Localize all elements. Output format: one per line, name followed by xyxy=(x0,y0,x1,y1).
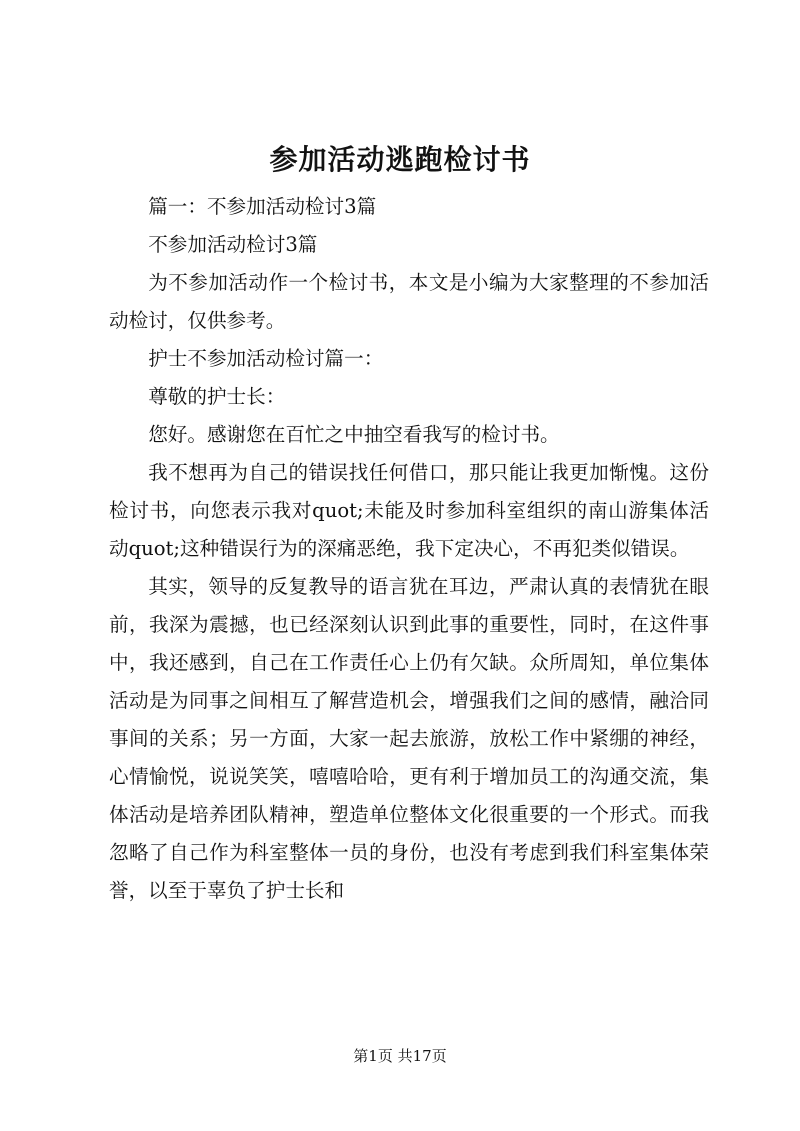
paragraph: 篇一：不参加活动检讨3篇 xyxy=(148,195,377,218)
paragraph: 我不想再为自己的错误找任何借口，那只能让我更加惭愧。这份检讨书，向您表示我对quot;未能及时参加科室组织的南山游集体活动quot;这种错误行为的深痛恶绝，我下定决心，不再犯类似错误。 xyxy=(109,461,709,560)
paragraph: 不参加活动检讨3篇 xyxy=(148,233,318,256)
paragraph: 其实，领导的反复教导的语言犹在耳边，严肃认真的表情犹在眼前，我深为震撼，也已经深刻认识到此事的重要性，同时，在这件事中，我还感到，自己在工作责任心上仍有欠缺。众所周知，单位集体活动是为同事之间相互了解营造机会，增强我们之间的感情，融洽同事间的关系；另一方面，大家一起去旅游，放松工作中紧绷的神经，心情愉悦，说说笑笑，嘻嘻哈哈，更有利于增加员工的沟通交流，集体活动是培养团队精神，塑造单位整体文化很重要的一个形式。而我忽略了自己作为科室整体一员的身份，也没有考虑到我们科室集体荣誉，以至于辜负了护士长和 xyxy=(109,575,709,902)
paragraph: 为不参加活动作一个检讨书，本文是小编为大家整理的不参加活动检讨，仅供参考。 xyxy=(109,271,709,332)
paragraph: 护士不参加活动检讨篇一： xyxy=(148,347,384,370)
document-title: 参加活动逃跑检讨书 xyxy=(269,143,531,176)
page-number-footer: 第1页 共17页 xyxy=(353,1047,447,1065)
document-body xyxy=(109,188,709,910)
paragraph: 尊敬的护士长： xyxy=(148,385,286,408)
paragraph: 您好。感谢您在百忙之中抽空看我写的检讨书。 xyxy=(148,423,560,446)
